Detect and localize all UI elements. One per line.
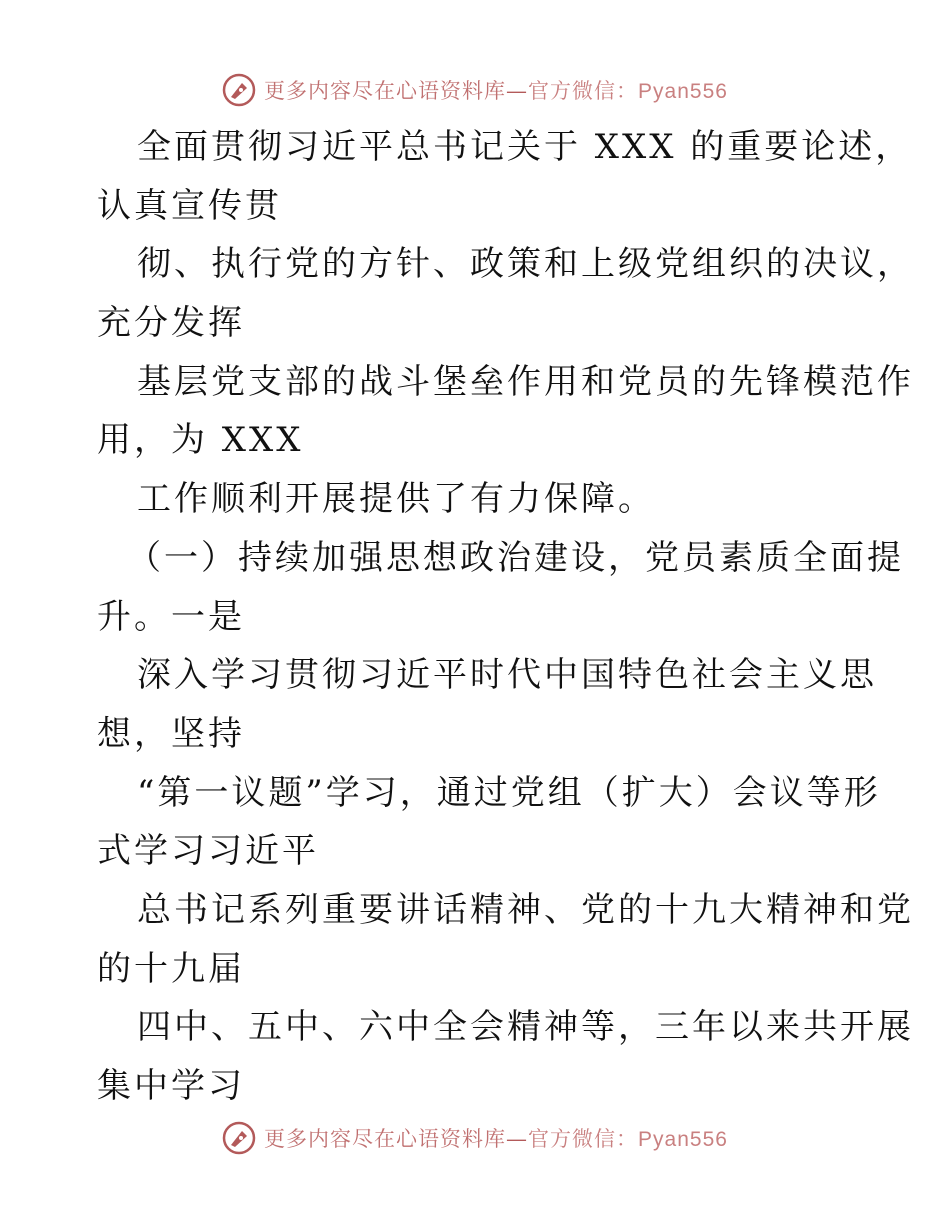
watermark-contact: 官方微信：Pyan556	[528, 1128, 728, 1151]
text-line: 的十九届	[97, 948, 245, 989]
text-line: 认真宣传贯	[97, 185, 282, 226]
text-line: 深入学习贯彻习近平时代中国特色社会主义思	[137, 655, 877, 696]
text-line: 全面贯彻习近平总书记关于 XXX 的重要论述，	[137, 127, 913, 167]
footer-watermark	[0, 1118, 950, 1158]
watermark-separator: —	[506, 79, 529, 103]
text-line: 想，坚持	[97, 713, 245, 754]
watermark-brand: 更多内容尽在心语资料库	[264, 1127, 507, 1151]
text-line: 集中学习	[97, 1066, 245, 1106]
text-line: “第一议题”学习，通过党组（扩大）会议等形	[137, 772, 881, 813]
text-line: 用，为 XXX	[97, 420, 304, 461]
text-line: 四中、五中、六中全会精神等，三年以来共开展	[137, 1007, 914, 1048]
pen-nib-logo-icon	[222, 73, 256, 107]
watermark-text	[264, 75, 728, 105]
section-heading-line: （一）持续加强思想政治建设，党员素质全面提	[127, 537, 904, 578]
document-body	[97, 118, 914, 1116]
text-line: 升。一是	[97, 596, 245, 637]
text-line: 基层党支部的战斗堡垒作用和党员的先锋模范作	[137, 361, 914, 402]
watermark-separator: —	[506, 1127, 529, 1151]
text-line: 总书记系列重要讲话精神、党的十九大精神和党	[137, 889, 914, 930]
watermark-brand: 更多内容尽在心语资料库	[264, 79, 507, 103]
header-watermark	[0, 70, 950, 110]
watermark-contact: 官方微信：Pyan556	[528, 80, 728, 103]
text-line: 充分发挥	[97, 303, 245, 344]
text-line: 彻、执行党的方针、政策和上级党组织的决议，	[137, 244, 914, 285]
pen-nib-logo-icon	[222, 1121, 256, 1155]
text-line: 式学习习近平	[97, 831, 319, 872]
watermark-text	[264, 1123, 728, 1153]
text-line: 工作顺利开展提供了有力保障。	[137, 479, 655, 520]
